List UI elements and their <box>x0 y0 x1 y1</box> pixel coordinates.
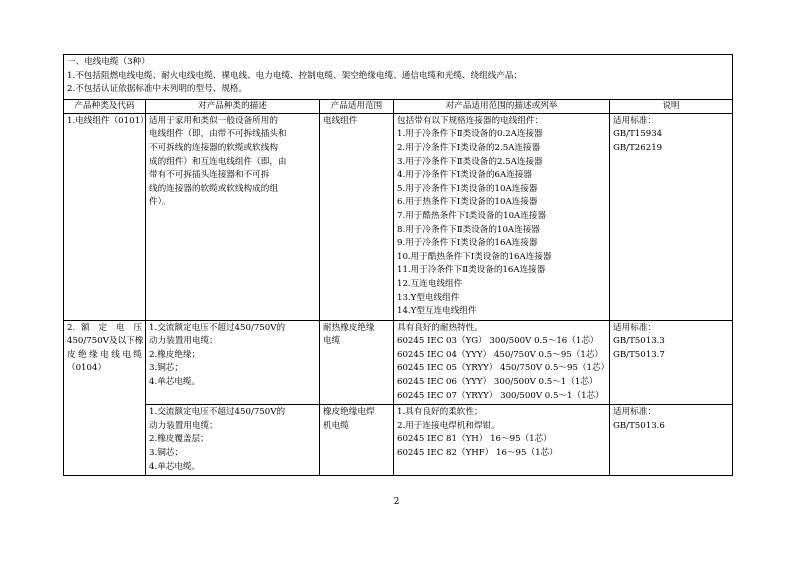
detail-line: 7.用于酷热条件下Ⅰ类设备的10A连接器 <box>397 210 547 221</box>
detail-line: 1.具有良好的柔软性； <box>397 407 483 418</box>
note-line: 2.不包括认证依据标准中未列明的型号、规格。 <box>67 84 248 95</box>
header-category: 产品种类及代码 <box>64 99 146 113</box>
detail-line: 12.互连电线组件 <box>397 278 463 289</box>
detail-line: 3.用于冷条件下Ⅱ类设备的2.5A连接器 <box>397 156 543 167</box>
scope-detail-cell <box>394 320 610 405</box>
description-line: 3.铜芯； <box>149 363 183 374</box>
description-line: 带有不可拆插头连接器和不可拆 <box>149 170 270 181</box>
scope-detail-cell <box>394 405 610 476</box>
category-cell <box>64 113 149 320</box>
scope-label: 耐热橡皮绝缘 <box>323 322 375 333</box>
category-label: 450/750V及以下橡 <box>67 336 144 347</box>
header-scope: 产品适用范围 <box>320 99 394 113</box>
detail-line: 2.用于冷条件下Ⅰ类设备的2.5A连接器 <box>397 142 541 153</box>
remarks-line: GB/T5013.6 <box>613 420 665 431</box>
table-row <box>64 113 733 320</box>
detail-line: 11.用于冷条件下Ⅱ类设备的16A连接器 <box>397 265 546 276</box>
remarks-cell <box>610 320 733 405</box>
description-line: 1.交流额定电压不超过450/750V的 <box>149 407 286 418</box>
remarks-line: GB/T15934 <box>613 129 663 140</box>
scope-label: 橡皮绝缘电焊 <box>323 407 375 418</box>
category-label: 2. 额 定 电 压 <box>67 322 142 333</box>
remarks-line: 适用标准： <box>613 115 656 126</box>
description-line: 不可拆线的连接器的软缆或软线构 <box>149 142 278 153</box>
remarks-line: GB/T26219 <box>613 142 663 153</box>
description-line: 件）。 <box>149 197 171 208</box>
section-title: 一、电线电缆（3种） <box>67 57 150 67</box>
remarks-line: 适用标准： <box>613 407 656 418</box>
detail-line: 具有良好的耐热特性。 <box>397 322 483 333</box>
description-line: 2.橡皮覆盖层； <box>149 434 209 445</box>
description-line: 线的连接器的软缆或软线构成的组 <box>149 183 278 194</box>
table-row <box>64 405 733 476</box>
scope-label: 电线组件 <box>323 115 358 126</box>
scope-label: 机电缆 <box>323 420 349 431</box>
detail-line: 8.用于冷条件下Ⅱ类设备的10A连接器 <box>397 224 540 235</box>
header-remarks: 说明 <box>610 99 733 113</box>
scope-cell <box>320 113 394 320</box>
description-line: 适用于家用和类似一般设备所用的 <box>149 115 278 126</box>
description-cell <box>146 320 320 405</box>
description-line: 动力装置用电缆； <box>149 420 218 431</box>
detail-line: 4.用于冷条件下Ⅰ类设备的6A连接器 <box>397 170 532 181</box>
detail-line: 60245 IEC 03（YG） 300/500V 0.5～16（1芯） <box>397 336 599 347</box>
notes-cell <box>64 55 733 100</box>
detail-line: 60245 IEC 06（YYY） 300/500V 0.5～1（1芯） <box>397 377 598 388</box>
description-line: 电线组件（即，由带不可拆线插头和 <box>149 129 287 140</box>
category-cell <box>64 320 146 476</box>
table-header-row <box>64 99 733 113</box>
detail-line: 1.用于冷条件下Ⅱ类设备的0.2A连接器 <box>397 129 543 140</box>
description-line: 4.单芯电缆。 <box>149 461 201 472</box>
detail-line: 13.Y型电线组件 <box>397 292 460 303</box>
category-label: 皮绝缘电线电缆 <box>67 349 142 360</box>
description-line: 1.交流额定电压不超过450/750V的 <box>149 322 286 333</box>
remarks-line: GB/T5013.7 <box>613 349 665 360</box>
description-line: 2.橡皮绝缘； <box>149 349 201 360</box>
remarks-cell <box>610 113 733 320</box>
remarks-cell <box>610 405 733 476</box>
scope-detail-cell <box>394 113 610 320</box>
detail-line: 包括带有以下规格连接器的电线组件： <box>397 115 544 126</box>
detail-line: 10.用于酷热条件下Ⅰ类设备的16A连接器 <box>397 251 552 262</box>
description-cell <box>146 113 320 320</box>
page-number: 2 <box>393 497 400 507</box>
scope-label: 电缆 <box>323 336 341 347</box>
remarks-line: GB/T5013.3 <box>613 336 665 347</box>
description-line: 成的组件）和互连电线组件（即，由 <box>149 156 287 167</box>
detail-line: 60245 IEC 05（YRYY） 450/750V 0.5～95（1芯） <box>397 363 610 374</box>
detail-line: 6.用于热条件下Ⅰ类设备的10A连接器 <box>397 197 538 208</box>
detail-line: 60245 IEC 81（YH） 16～95（1芯） <box>397 434 552 445</box>
header-description: 对产品种类的描述 <box>146 99 320 113</box>
category-label: 1.电线组件（0101） <box>67 115 149 126</box>
detail-line: 9.用于冷条件下Ⅰ类设备的16A连接器 <box>397 238 538 249</box>
detail-line: 14.Y型互连电线组件 <box>397 306 477 317</box>
category-label: （0104） <box>67 363 107 374</box>
detail-line: 60245 IEC 04（YYY） 450/750V 0.5～95（1芯） <box>397 349 604 360</box>
header-scope-detail: 对产品适用范围的描述或列举 <box>394 99 610 113</box>
remarks-line: 适用标准： <box>613 322 656 333</box>
description-line: 动力装置用电缆； <box>149 336 218 347</box>
scope-cell <box>320 320 394 405</box>
scope-cell <box>320 405 394 476</box>
description-line: 3.铜芯； <box>149 448 183 459</box>
note-line: 1.不包括阻燃电线电缆、耐火电线电缆、裸电线、电力电缆、控制电缆、架空绝缘电缆、通信电缆和光缆、绕组线产品； <box>67 70 523 81</box>
product-catalog-table <box>63 54 733 476</box>
detail-line: 2.用于连接电焊机和焊钳。 <box>397 420 500 431</box>
detail-line: 60245 IEC 82（YHF） 16～95（1芯） <box>397 448 558 459</box>
detail-line: 60245 IEC 07（YRYY） 300/500V 0.5～1（1芯） <box>397 390 604 401</box>
detail-line: 5.用于冷条件下Ⅰ类设备的10A连接器 <box>397 183 538 194</box>
description-line: 4.单芯电缆。 <box>149 377 201 388</box>
description-cell <box>146 405 320 476</box>
table-row <box>64 320 733 405</box>
